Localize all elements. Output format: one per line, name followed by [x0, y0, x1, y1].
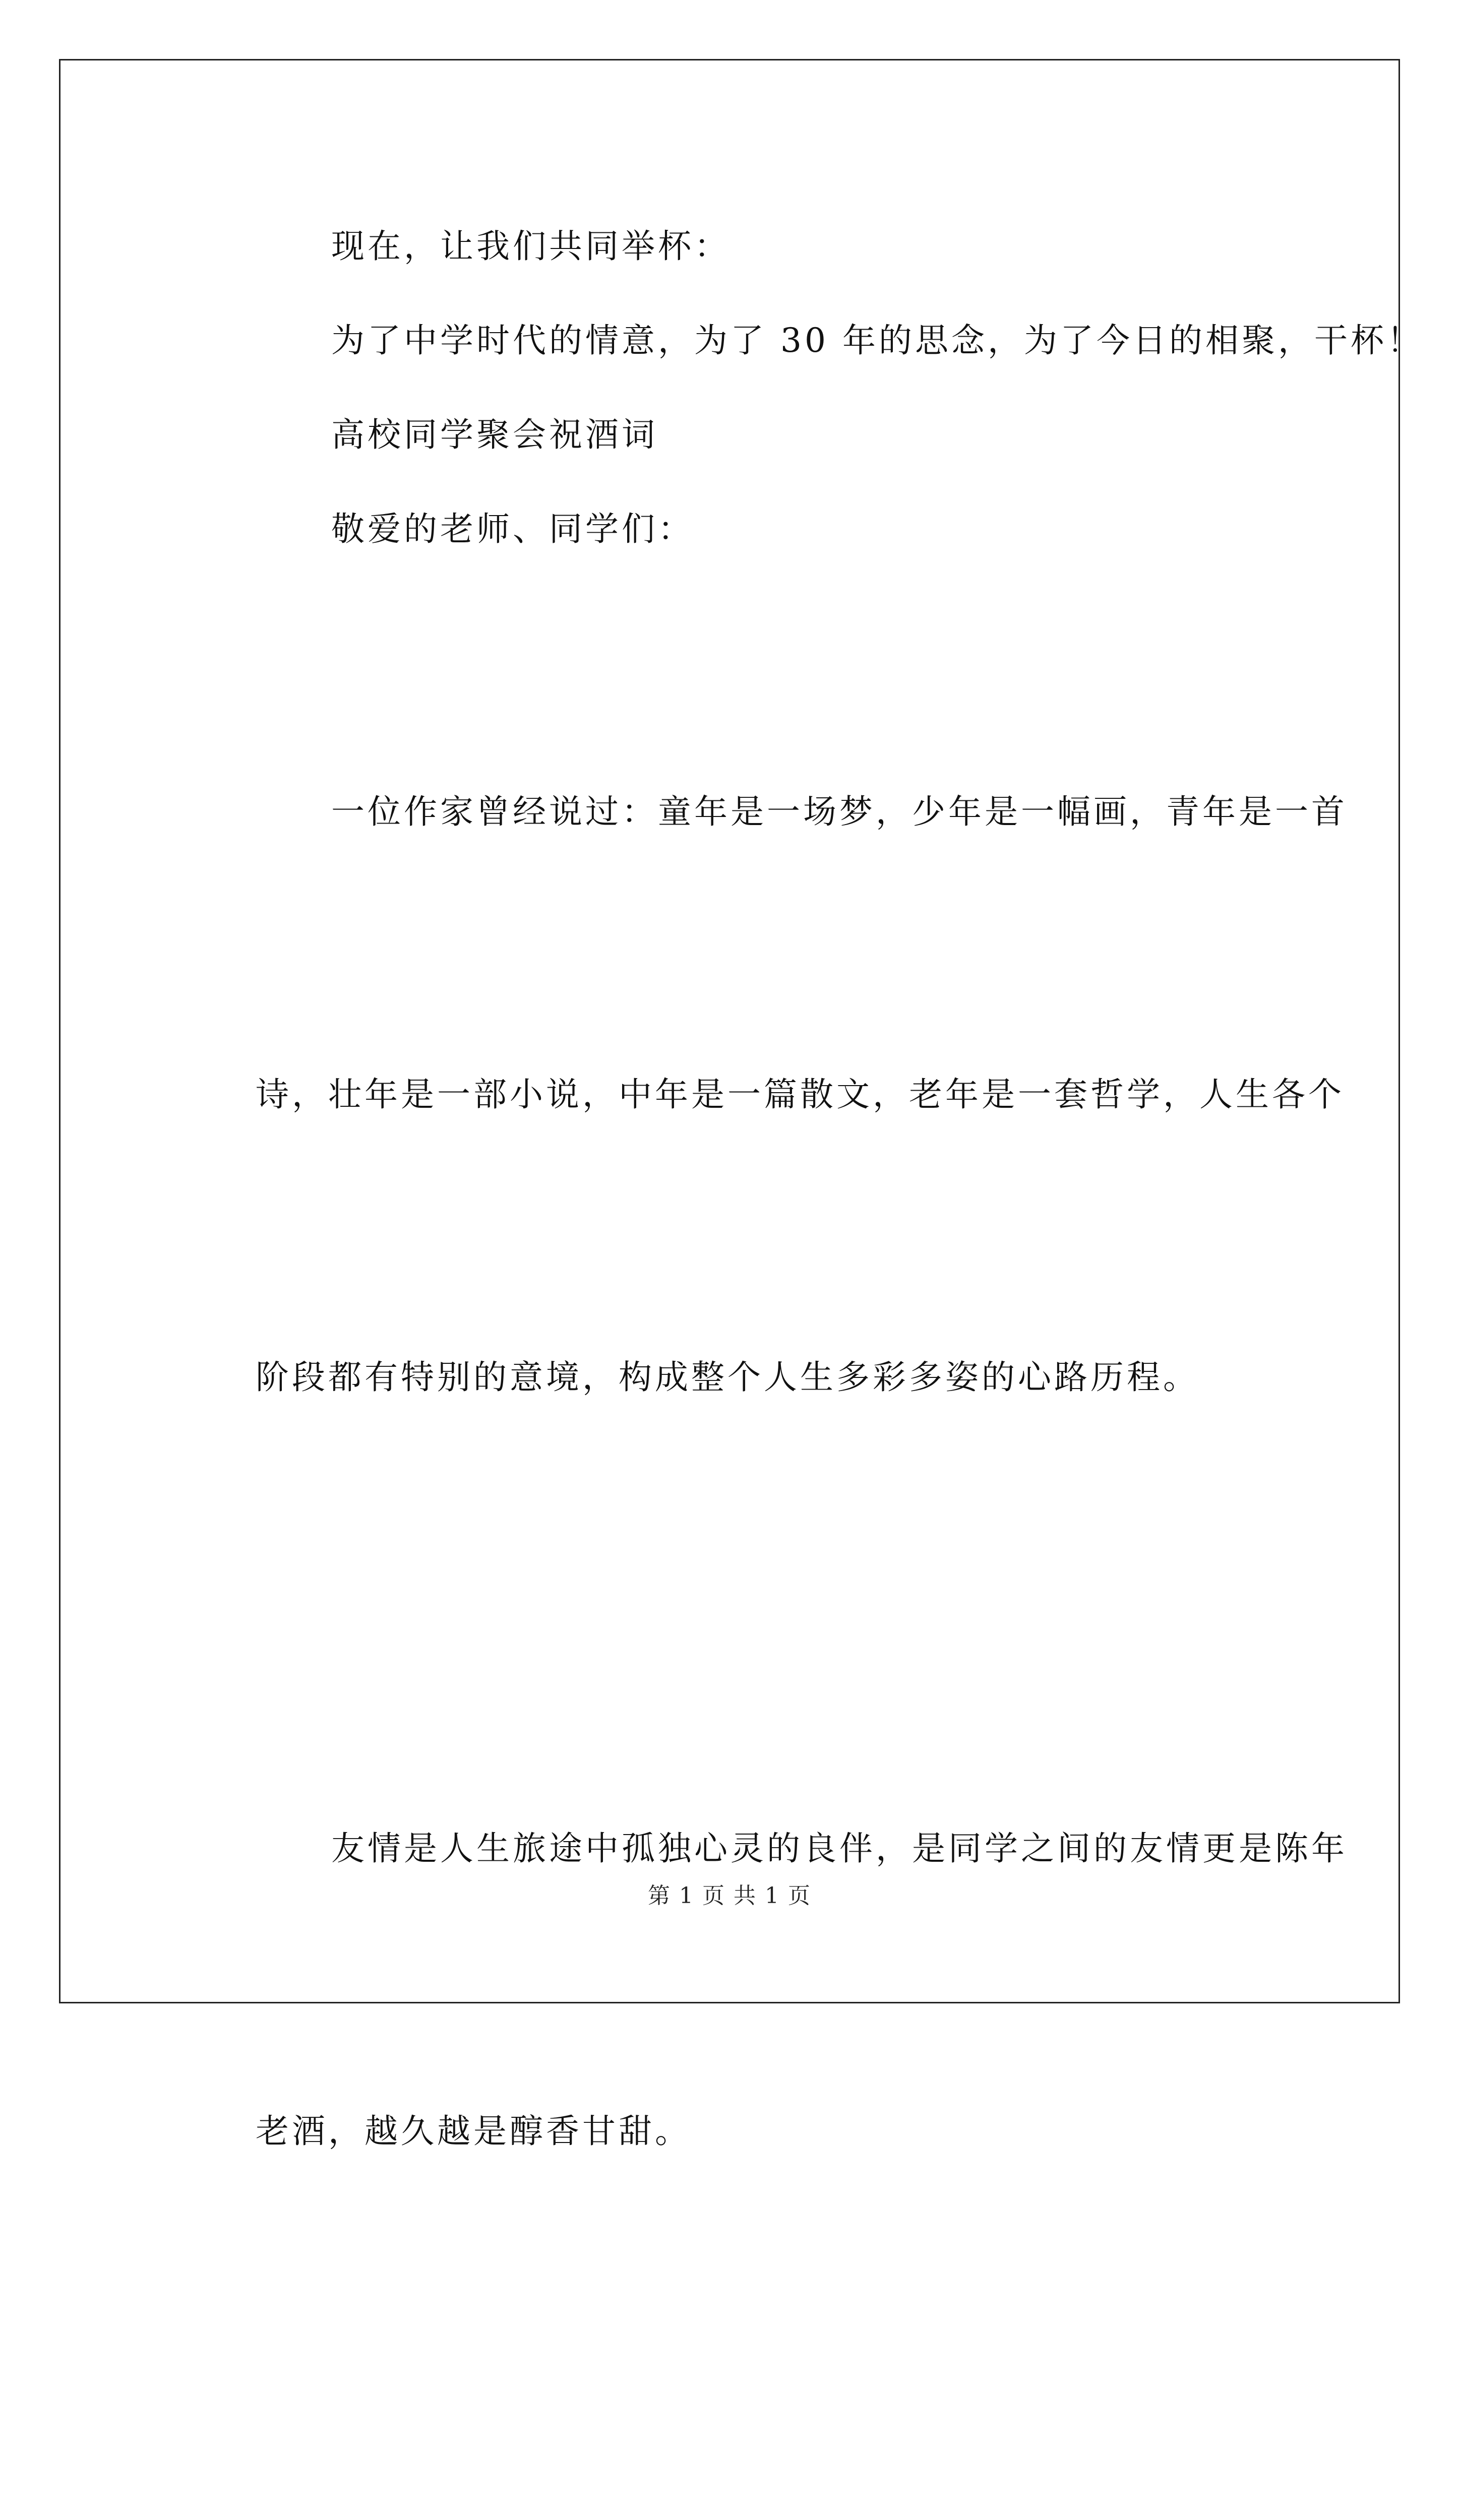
text-line: 诗，壮年是一部小说，中年是一篇散文，老年是一套哲学，人生各个 [256, 1075, 1345, 1114]
text-line: 友情是人生旅途中孤独心灵的良伴，是同学之间的友情更是陈年 [331, 1829, 1348, 1868]
section-heading [180, 388, 1279, 482]
document-body [180, 199, 1423, 2520]
text-line: 高校同学聚会祝酒词 [331, 415, 658, 454]
paragraph [180, 199, 1279, 293]
paragraph [180, 293, 1423, 388]
paragraph [180, 576, 1348, 1613]
text-line: 老酒，越久越是醇香甘甜。 [256, 2112, 691, 2151]
text-line: 为了中学时代的情意，为了 30 年的思念，为了今日的相聚，干杯！ [331, 321, 1423, 360]
text-line: 一位作家曾经说过：童年是一场梦，少年是一幅画，青年是一首 [331, 792, 1348, 831]
text-line: 敬爱的老师、同学们： [331, 510, 694, 548]
paragraph [180, 2367, 1279, 2520]
text-line: 现在，让我们共同举杯： [331, 227, 731, 266]
paragraph [180, 1613, 1348, 2367]
salutation [180, 482, 1279, 576]
page-number-footer: 第 1 页 共 1 页 [648, 1883, 811, 1909]
text-line: 阶段都有特别的意境，构成整个人生多彩多姿的心路历程。 [256, 1358, 1199, 1397]
